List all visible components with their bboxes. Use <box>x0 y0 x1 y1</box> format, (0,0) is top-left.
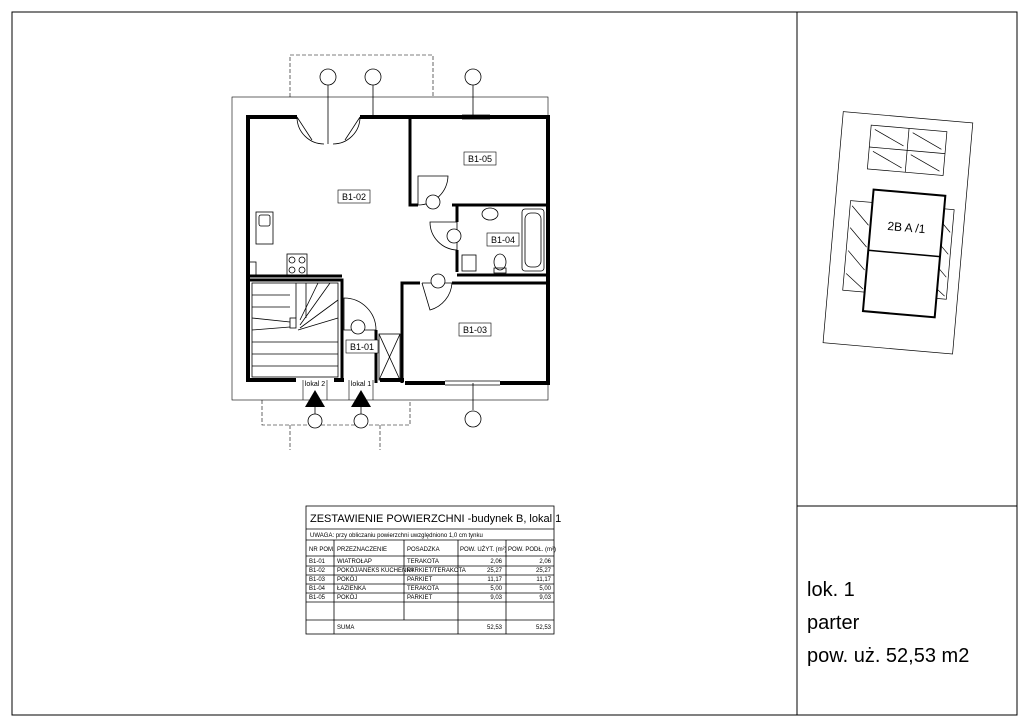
room-label-b1-03: B1-03 <box>462 325 488 335</box>
table-sum-useful: 52,53 <box>486 625 502 631</box>
table-sum-label: SUMA <box>337 625 355 631</box>
table-header-useful-area: POW. UŻYT. (m²) <box>460 547 507 553</box>
table-cell: B1-04 <box>309 586 326 592</box>
key-plan-label: 2B A /1 <box>886 218 926 237</box>
table-cell: 9,03 <box>539 595 551 601</box>
table-cell: 25,27 <box>535 568 551 574</box>
key-plan <box>823 112 973 354</box>
room-label-b1-01: B1-01 <box>349 342 375 352</box>
entrance-label-lokal-2: lokal 2 <box>304 381 326 388</box>
table-rows <box>309 559 552 601</box>
room-label-b1-02: B1-02 <box>341 192 367 202</box>
entrance-arrow-icon <box>305 390 325 407</box>
table-header-floor-area: POW. PODŁ. (m²) <box>508 547 556 553</box>
table-note: UWAGA: przy obliczaniu powierzchni uwzględniono 1,0 cm tynku <box>310 533 483 539</box>
table-cell: 5,00 <box>539 586 551 592</box>
table-cell: 2,06 <box>539 559 551 565</box>
table-cell: POKÓJ <box>337 595 358 601</box>
table-cell: 11,17 <box>487 577 502 583</box>
table-cell: 25,27 <box>486 568 502 574</box>
summary-area: pow. uż. 52,53 m2 <box>807 645 970 667</box>
table-header-purpose: PRZEZNACZENIE <box>337 547 388 553</box>
table-cell: 2,06 <box>490 559 502 565</box>
table-cell: B1-01 <box>309 559 326 565</box>
table-cell: WIATROŁAP <box>337 559 372 565</box>
table-cell: B1-03 <box>309 577 326 583</box>
table-cell: 11,17 <box>536 577 551 583</box>
table-cell: TERAKOTA <box>407 586 439 592</box>
room-label-b1-05: B1-05 <box>467 154 493 164</box>
summary-unit: lok. 1 <box>807 579 855 601</box>
entrance-arrow-icon <box>351 390 371 407</box>
summary-floor: parter <box>807 612 860 634</box>
table-cell: B1-02 <box>309 568 326 574</box>
table-header-floor: POSADZKA <box>407 547 440 553</box>
area-table <box>306 506 561 634</box>
floor-plan <box>232 55 548 450</box>
table-cell: 5,00 <box>490 586 502 592</box>
table-cell: ŁAZIENKA <box>337 586 367 592</box>
table-cell: POKÓJ/ANEKS KUCHENNY <box>337 568 415 574</box>
table-cell: PARKIET/TERAKOTA <box>407 568 466 574</box>
table-header-nr: NR POM. <box>309 547 335 553</box>
table-cell: POKÓJ <box>337 577 358 583</box>
table-cell: PARKIET <box>407 595 433 601</box>
entrance-label-lokal-1: lokal 1 <box>350 381 372 388</box>
room-label-b1-04: B1-04 <box>490 235 516 245</box>
table-sum-floor: 52,53 <box>535 625 551 631</box>
table-title: ZESTAWIENIE POWIERZCHNI -budynek B, lokal 1 <box>310 513 562 525</box>
table-cell: 9,03 <box>490 595 502 601</box>
unit-summary <box>807 579 969 667</box>
table-cell: TERAKOTA <box>407 559 439 565</box>
table-cell: PARKIET <box>407 577 433 583</box>
table-cell: B1-05 <box>309 595 326 601</box>
